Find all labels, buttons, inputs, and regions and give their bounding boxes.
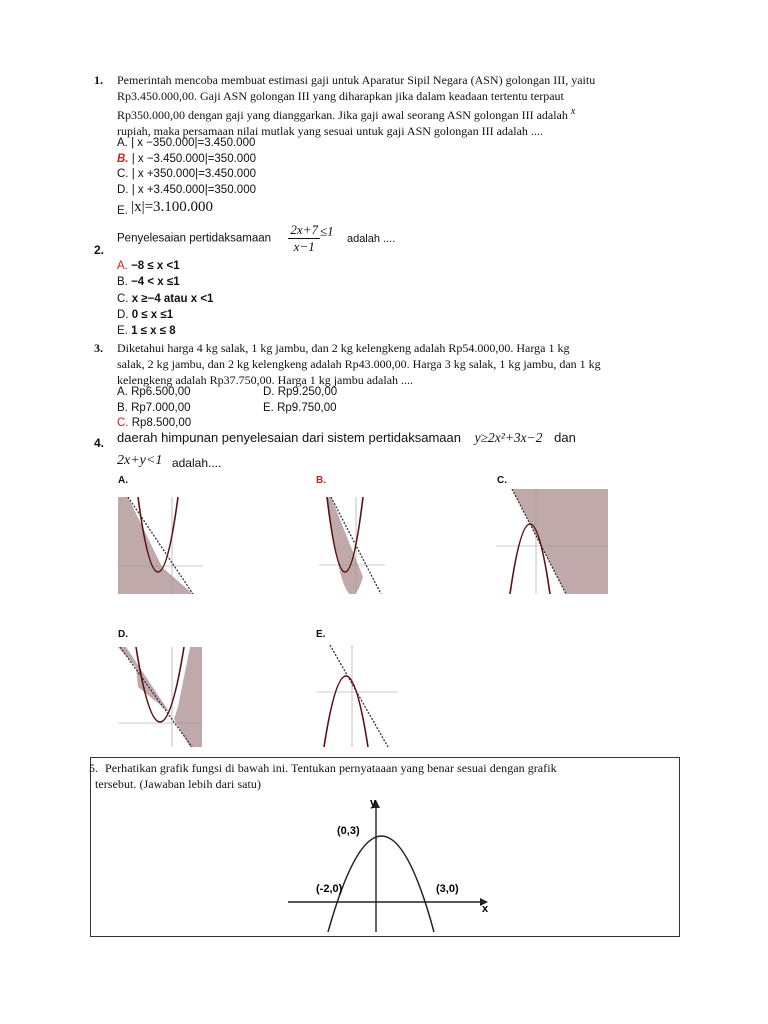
graph-option-e[interactable] (316, 645, 398, 747)
q5-parabola (328, 836, 434, 932)
q1-line4: rupiah, maka persamaan nilai mutlak yang sesuai untuk gaji ASN golongan III adalah .... (117, 124, 543, 138)
q1-line1: Pemerintah mencoba membuat estimasi gaji untuk Aparatur Sipil Negara (ASN) golongan III, yaitu (117, 73, 596, 87)
graph-b-region (327, 497, 363, 594)
q1-text (117, 72, 677, 139)
graph-e-line (330, 645, 388, 747)
graph-c-region (512, 489, 608, 594)
q3-option-e[interactable]: E. Rp9.750,00 (263, 401, 337, 414)
q1-option-c[interactable]: C. | x +350.000|=3.450.000 (117, 168, 256, 180)
q5-x-label: x (482, 903, 489, 915)
q1-option-d[interactable]: D. | x +3.450.000|=350.000 (117, 183, 256, 196)
q3-line2: salak, 2 kg jambu, dan 2 kg kelengkeng adalah Rp43.000,00. Harga 3 kg salak, 1 kg jambu, dan 1 kg (117, 357, 601, 371)
q3-option-c[interactable]: C. Rp8.500,00 (117, 417, 192, 429)
q1-options (117, 136, 256, 220)
graph-label-c: C. (497, 475, 507, 486)
q5-point-left: (-2,0) (316, 883, 343, 895)
q3-option-b[interactable]: B. Rp7.000,00 (117, 401, 191, 414)
q5-line1: Perhatikan grafik fungsi di bawah ini. Tentukan pernyataaan yang benar sesuai dengan grafik (105, 761, 557, 775)
q5-y-label: y (370, 797, 377, 809)
q2-option-c[interactable]: C. x ≥−4 atau x <1 (117, 292, 214, 305)
q3-options-col2 (263, 385, 337, 416)
graph-option-d[interactable] (118, 647, 202, 747)
q5-text (95, 760, 677, 792)
q5-point-right: (3,0) (436, 883, 459, 895)
q3-options-col1 (117, 385, 191, 432)
graph-label-a: A. (118, 475, 128, 486)
q2-option-b[interactable]: B. −4 < x ≤1 (117, 276, 180, 289)
q2-fraction: $\frac{2x+7}{x-1}$ (290, 222, 318, 254)
q1-number: 1. (94, 73, 103, 87)
graph-label-e: E. (316, 629, 326, 640)
q3-line1: Diketahui harga 4 kg salak, 1 kg jambu, dan 2 kg kelengkeng adalah Rp54.000,00. Harga 1 kg (117, 341, 570, 355)
q4-text: daerah himpunan penyelesaian dari sistem pertidaksamaan y≥2x²+3x−2 dan (117, 430, 576, 445)
q2-option-d[interactable]: D. 0 ≤ x ≤1 (117, 308, 174, 321)
graph-label-d: D. (118, 629, 128, 640)
graph-label-b: B. (316, 475, 326, 486)
q1-line2: Rp3.450.000,00. Gaji ASN golongan III yang diharapkan jika dalam keadaan tertentu terpaut (117, 89, 564, 103)
q4-number: 4. (94, 436, 105, 450)
q3-line3: kelengkeng adalah Rp37.750,00. Harga 1 kg jambu adalah .... (117, 373, 414, 387)
q2-text: Penyelesaian pertidaksamaan $\frac{2x+7}{x-1}$ ≤1 adalah .... (117, 222, 396, 254)
q2-option-e[interactable]: E. 1 ≤ x ≤ 8 (117, 325, 176, 338)
q5-number: 5. (89, 761, 98, 775)
graph-option-c[interactable] (496, 489, 608, 594)
q3-option-a[interactable]: A. Rp6.500,00 (117, 386, 191, 398)
graph-option-b[interactable] (319, 497, 385, 594)
q4-text-line2: 2x+y<1 adalah.... (117, 453, 222, 470)
q3-text (117, 340, 687, 388)
graph-option-a[interactable] (118, 497, 203, 594)
q1-line3: Rp350.000,00 dengan gaji yang dianggarkan. Jika gaji awal seorang ASN golongan III adalah $^x$ (117, 106, 576, 122)
q5-line2: tersebut. (Jawaban lebih dari satu) (95, 777, 262, 791)
graph-a-region (118, 497, 193, 594)
q3-option-d[interactable]: D. Rp9.250,00 (263, 386, 338, 398)
q1-option-e[interactable]: E. |x|=3.100.000 (117, 199, 214, 217)
q5-point-top: (0,3) (337, 825, 360, 837)
q1-option-a[interactable]: A. | x −350.000|=3.450.000 (117, 137, 256, 149)
q3-number: 3. (94, 341, 103, 355)
q2-option-a[interactable]: A. −8 ≤ x <1 (117, 260, 180, 272)
graph-e-parabola (324, 676, 368, 747)
q1-option-b[interactable]: B. | x −3.450.000|=350.000 (117, 152, 256, 165)
q2-number: 2. (94, 243, 105, 257)
q5-graph (280, 792, 500, 932)
q2-options (117, 258, 213, 339)
